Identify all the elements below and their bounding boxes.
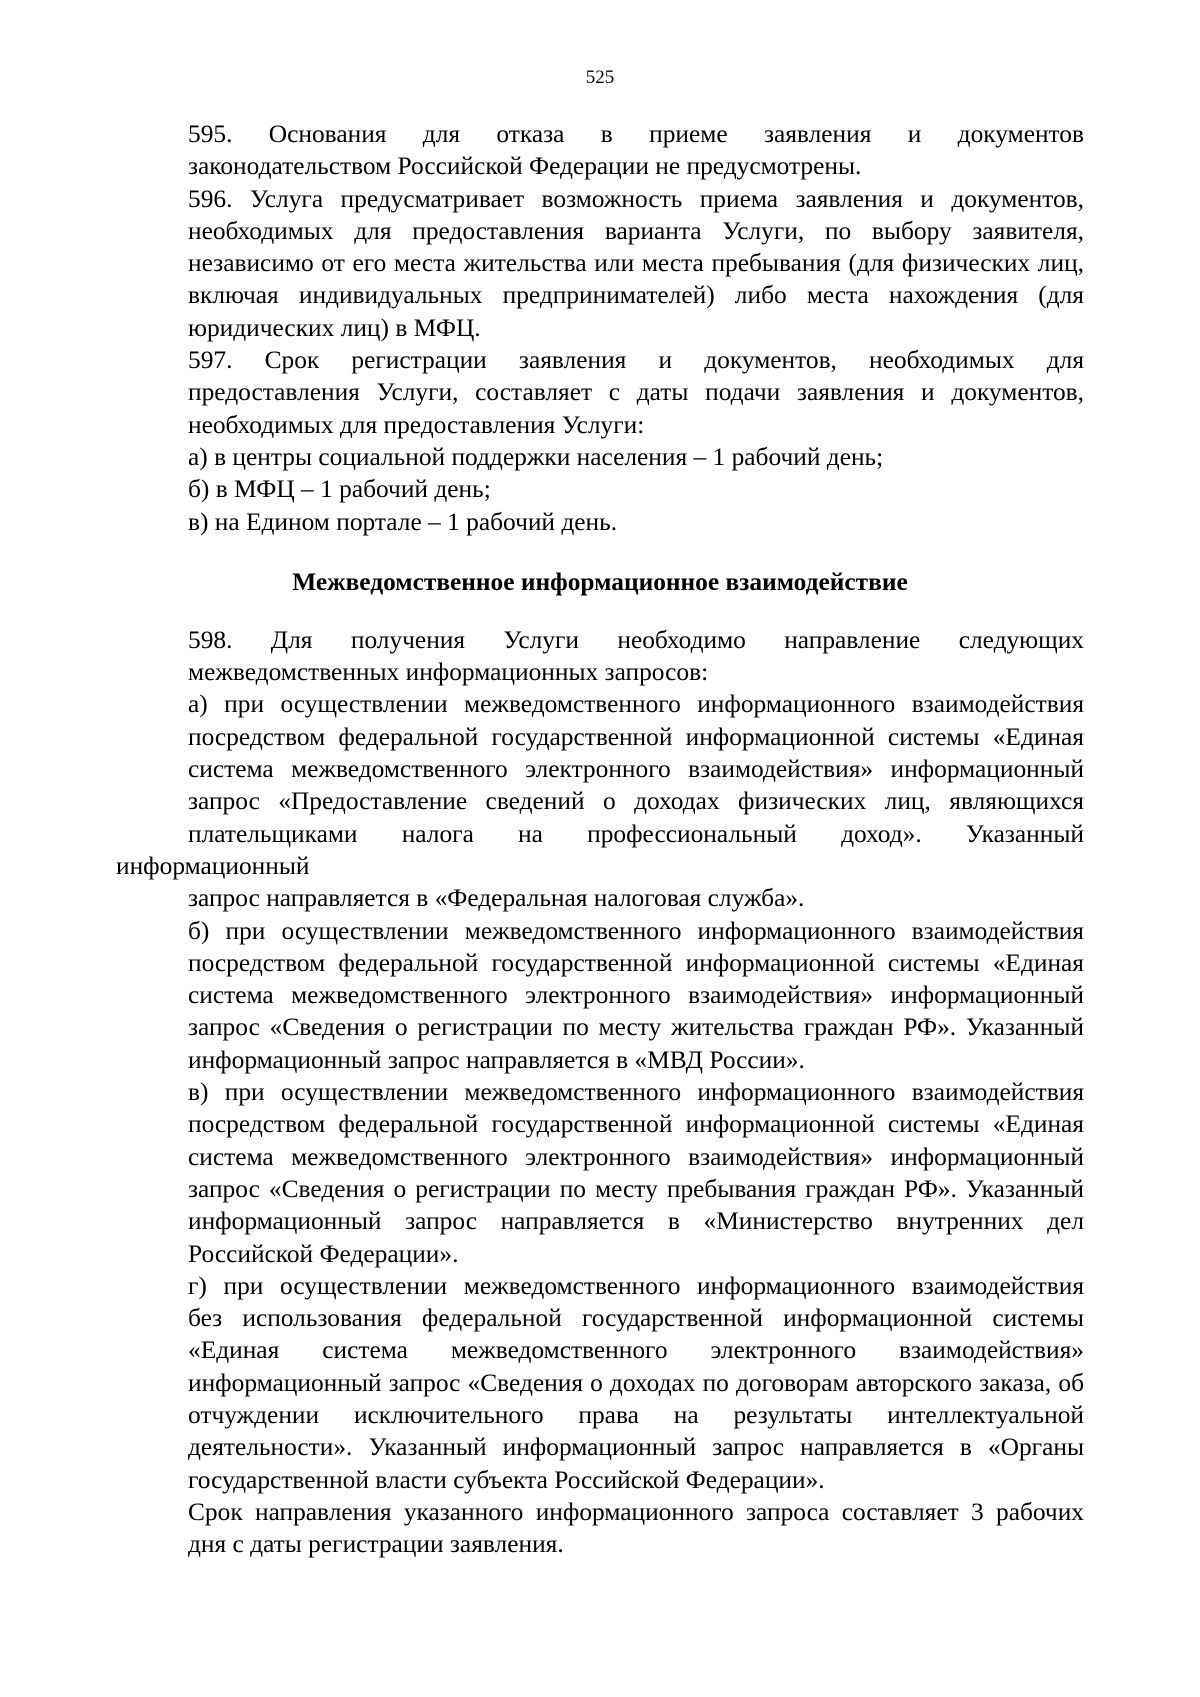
subparagraph-b — [116, 915, 1084, 1076]
paragraph-line: б) при осуществлении межведомственного информационного взаимодействия — [188, 916, 1084, 945]
paragraph-line: запрос «Сведения о регистрации по месту пребывания граждан РФ». Указанный — [188, 1174, 1084, 1203]
paragraph-line: необходимых для предоставления варианта Услуги, по выбору заявителя, — [188, 216, 1084, 245]
paragraph-598 — [116, 624, 1084, 689]
paragraph-line: система межведомственного электронного взаимодействия» информационный — [188, 981, 1084, 1010]
paragraph-line: 596. Услуга предусматривает возможность приема заявления и документов, — [188, 184, 1084, 213]
paragraph-line: посредством федеральной государственной информационной системы «Единая — [188, 1110, 1084, 1139]
paragraph-line: система межведомственного электронного взаимодействия» информационный — [188, 755, 1084, 784]
paragraph-line: предоставления Услуги, составляет с даты подачи заявления и документов, — [188, 378, 1084, 407]
paragraph-line: посредством федеральной государственной информационной системы «Единая — [188, 948, 1084, 977]
paragraph-line: г) при осуществлении межведомственного информационного взаимодействия — [188, 1271, 1084, 1300]
subparagraph-a — [116, 688, 1084, 914]
paragraph-line: информационный запрос направляется в «МВД России». — [188, 1045, 805, 1074]
paragraph-line: дня с даты регистрации заявления. — [188, 1530, 564, 1559]
paragraph-line: «Единая система межведомственного электронного взаимодействия» — [188, 1336, 1084, 1365]
paragraph-line: юридических лиц) в МФЦ. — [188, 313, 481, 342]
list-item: а) в центры социальной поддержки населения – 1 рабочий день; — [188, 442, 884, 471]
closing-paragraph — [116, 1496, 1084, 1561]
paragraph-line: информационный запрос «Сведения о доходах по договорам авторского заказа, об — [188, 1368, 1084, 1397]
paragraph-line: отчуждении исключительного права на результаты интеллектуальной — [188, 1400, 1084, 1429]
paragraph-line: запрос направляется в «Федеральная налоговая служба». — [188, 884, 805, 913]
paragraph-597 — [116, 344, 1084, 441]
paragraph-line: 595. Основания для отказа в приеме заявления и документов — [188, 120, 1084, 148]
paragraph-line: необходимых для предоставления Услуги: — [188, 410, 645, 439]
paragraph-line: законодательством Российской Федерации не предусмотрены. — [188, 152, 862, 181]
paragraph-line: запрос «Сведения о регистрации по месту жительства граждан РФ». Указанный — [188, 1013, 1084, 1042]
paragraph-line: деятельности». Указанный информационный запрос направляется в «Органы — [188, 1433, 1084, 1462]
paragraph-line: Срок направления указанного информационного запроса составляет 3 рабочих — [188, 1497, 1084, 1526]
page-number: 525 — [585, 67, 615, 88]
paragraph-line: Российской Федерации». — [188, 1239, 459, 1268]
subparagraph-g — [116, 1270, 1084, 1496]
list-item: б) в МФЦ – 1 рабочий день; — [188, 475, 491, 504]
paragraph-596 — [116, 183, 1084, 344]
paragraph-line: 597. Срок регистрации заявления и документов, необходимых для — [188, 346, 1084, 375]
paragraph-line: в) при осуществлении межведомственного информационного взаимодействия — [188, 1078, 1084, 1107]
list-item: в) на Едином портале – 1 рабочий день. — [188, 507, 618, 536]
paragraph-line: а) при осуществлении межведомственного информационного взаимодействия — [188, 690, 1084, 719]
paragraph-line: информационный запрос направляется в «Министерство внутренних дел — [188, 1207, 1084, 1236]
paragraph-line: плательщиками налога на профессиональный доход». Указанный информационный — [116, 819, 1084, 880]
paragraph-line: запрос «Предоставление сведений о доходах физических лиц, являющихся — [188, 787, 1084, 816]
paragraph-line: независимо от его места жительства или места пребывания (для физических лиц, — [188, 249, 1084, 278]
paragraph-line: государственной власти субъекта Российской Федерации». — [188, 1465, 825, 1494]
paragraph-line: посредством федеральной государственной информационной системы «Единая — [188, 722, 1084, 751]
document-body — [116, 118, 1084, 1560]
paragraph-595 — [116, 118, 1084, 183]
paragraph-line: включая индивидуальных предпринимателей) либо места нахождения (для — [188, 281, 1084, 310]
section-heading: Межведомственное информационное взаимодействие — [292, 567, 908, 596]
paragraph-line: без использования федеральной государственной информационной системы — [188, 1304, 1084, 1333]
subparagraph-v — [116, 1076, 1084, 1270]
paragraph-line: межведомственных информационных запросов: — [188, 658, 709, 687]
paragraph-line: система межведомственного электронного взаимодействия» информационный — [188, 1142, 1084, 1171]
paragraph-line: 598. Для получения Услуги необходимо направление следующих — [188, 625, 1084, 654]
